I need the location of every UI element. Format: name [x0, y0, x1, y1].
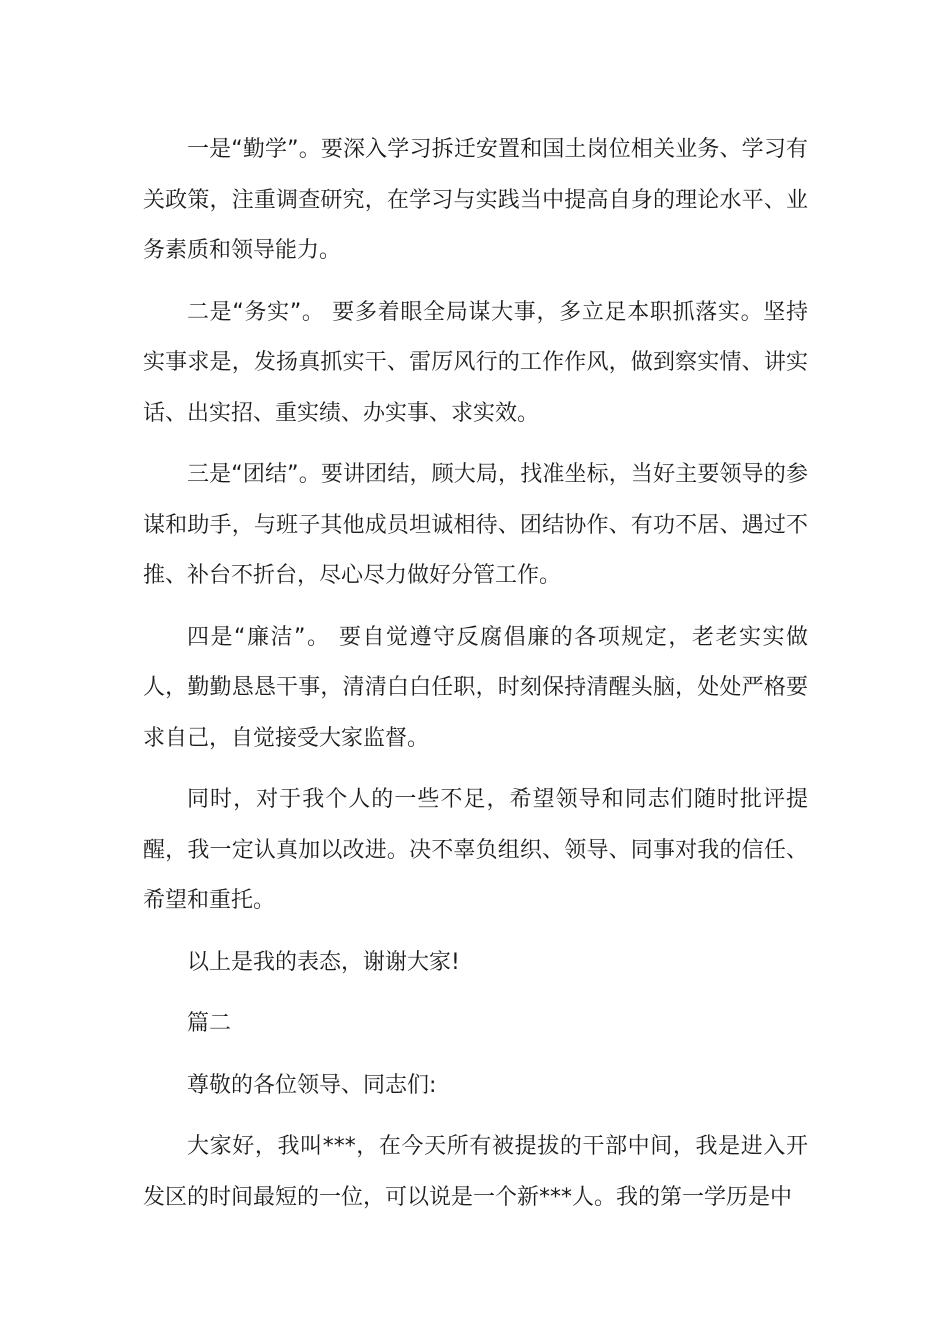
paragraph-wushi: 二是“务实”。 要多着眼全局谋大事，多立足本职抓落实。坚持实事求是，发扬真抓实干、雷厉风行的工作作风，做到察实情、讲实话、出实招、重实绩、办实事、求实效。	[143, 299, 808, 426]
paragraph-tongshi: 同时，对于我个人的一些不足，希望领导和同志们随时批评提醒，我一定认真加以改进。决不辜负组织、领导、同事对我的信任、希望和重托。	[143, 787, 808, 913]
document-body	[143, 125, 808, 1234]
paragraph-qinxue: 一是“勤学”。要深入学习拆迁安置和国土岗位相关业务、学习有关政策，注重调查研究，在学习与实践当中提高自身的理论水平、业务素质和领导能力。	[143, 137, 808, 263]
section-heading: 篇二	[187, 1011, 232, 1036]
paragraph-lianjie: 四是“廉洁”。 要自觉遵守反腐倡廉的各项规定，老老实实做人，勤勤恳恳干事，清清白白任职，时刻保持清醒头脑，处处严格要求自己，自觉接受大家监督。	[143, 624, 808, 751]
paragraph-tuanjie: 三是“团结”。要讲团结，顾大局，找准坐标，当好主要领导的参谋和助手，与班子其他成员坦诚相待、团结协作、有功不居、遇过不推、补台不折台，尽心尽力做好分管工作。	[143, 462, 808, 588]
salutation: 尊敬的各位领导、同志们:	[187, 1072, 437, 1098]
paragraph-intro: 大家好，我叫***，在今天所有被提拔的干部中间，我是进入开发区的时间最短的一位，可以说是一个新***人。我的第一学历是中	[143, 1134, 808, 1210]
paragraph-closing: 以上是我的表态，谢谢大家!	[187, 949, 460, 975]
